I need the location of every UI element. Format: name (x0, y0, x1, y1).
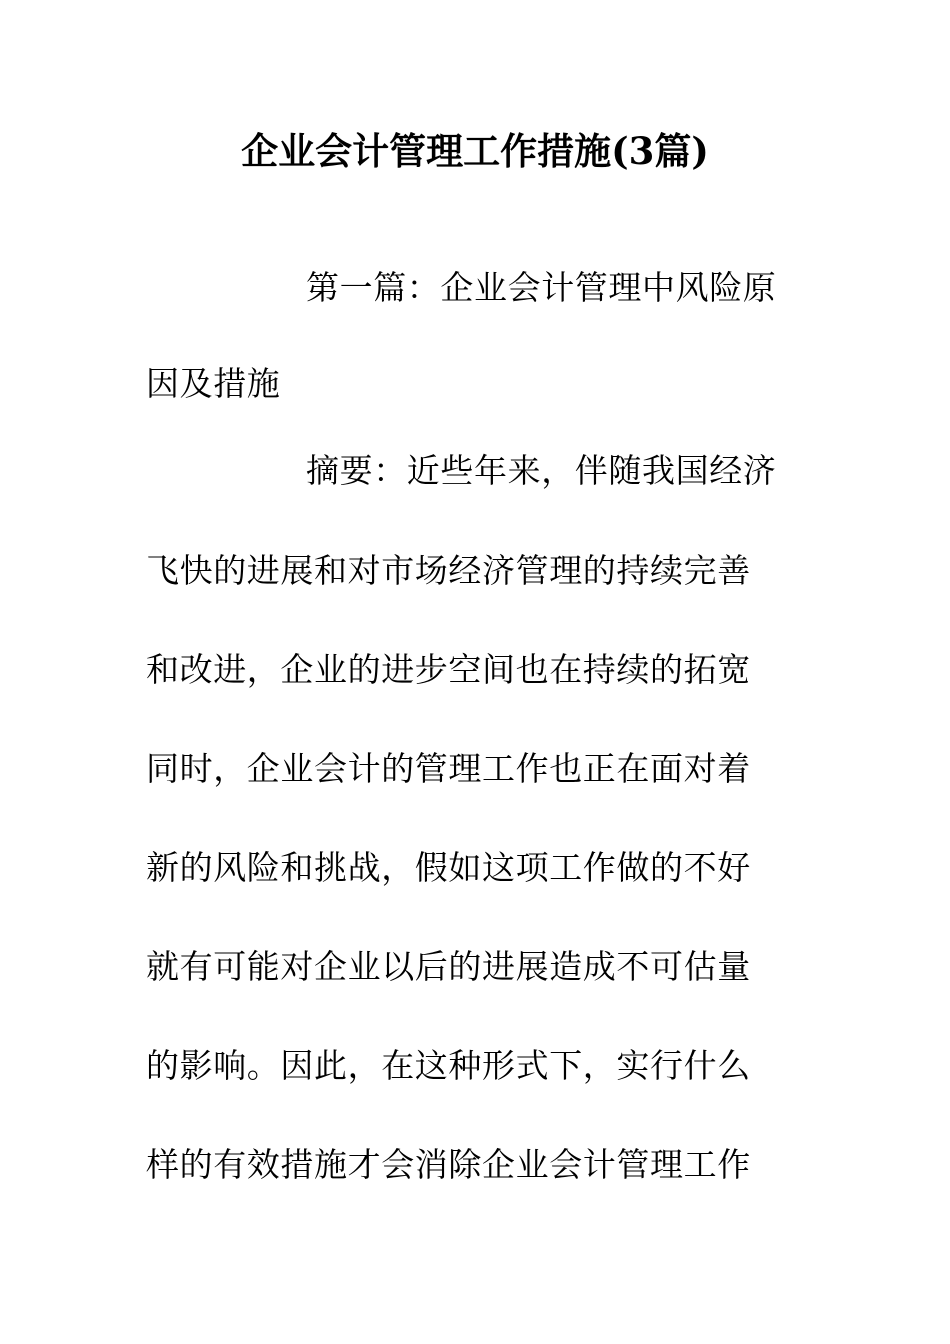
abstract-line-6: 就有可能对企业以后的进展造成不可估量 (146, 947, 751, 986)
abstract-line-5: 新的风险和挑战，假如这项工作做的不好 (146, 848, 751, 887)
section-heading-line-2: 因及措施 (146, 364, 281, 403)
abstract-line-1: 摘要：近些年来，伴随我国经济 (306, 451, 777, 490)
abstract-line-8: 样的有效措施才会消除企业会计管理工作 (146, 1145, 751, 1184)
abstract-line-2: 飞快的进展和对市场经济管理的持续完善 (146, 551, 751, 590)
section-heading-line-1: 第一篇：企业会计管理中风险原 (306, 268, 777, 307)
document-title: 企业会计管理工作措施(3篇) (241, 129, 709, 173)
abstract-line-7: 的影响。因此，在这种形式下，实行什么 (146, 1046, 751, 1085)
abstract-line-3: 和改进，企业的进步空间也在持续的拓宽 (146, 650, 751, 689)
abstract-line-4: 同时，企业会计的管理工作也正在面对着 (146, 749, 751, 788)
